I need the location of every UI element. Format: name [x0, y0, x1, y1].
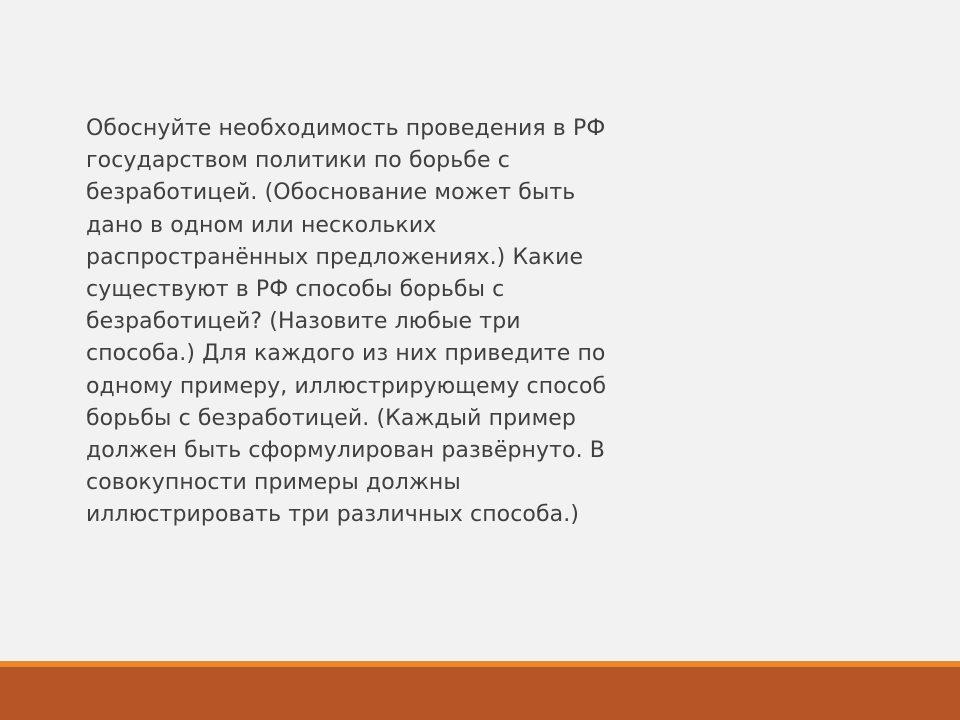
footer-bar — [0, 667, 960, 720]
question-line: одному примеру, иллюстрирующему способ — [86, 373, 607, 399]
question-line: государством политики по борьбе с — [86, 148, 510, 174]
question-line: способа.) Для каждого из них приведите по — [86, 341, 606, 367]
question-line: существуют в РФ способы борьбы с — [86, 277, 505, 303]
question-line: должен быть сформулирован развёрнуто. В — [86, 438, 605, 464]
question-text — [86, 113, 726, 532]
question-line: безработицей. (Обоснование может быть — [86, 180, 576, 206]
question-line: борьбы с безработицей. (Каждый пример — [86, 405, 576, 431]
question-line: Обоснуйте необходимость проведения в РФ — [86, 116, 606, 141]
question-line: совокупности примеры должны — [86, 470, 461, 496]
question-line: безработицей? (Назовите любые три — [86, 309, 521, 335]
question-line: распространённых предложениях.) Какие — [86, 244, 584, 270]
question-line: иллюстрировать три различных способа.) — [86, 502, 580, 528]
question-line: дано в одном или нескольких — [86, 212, 437, 238]
